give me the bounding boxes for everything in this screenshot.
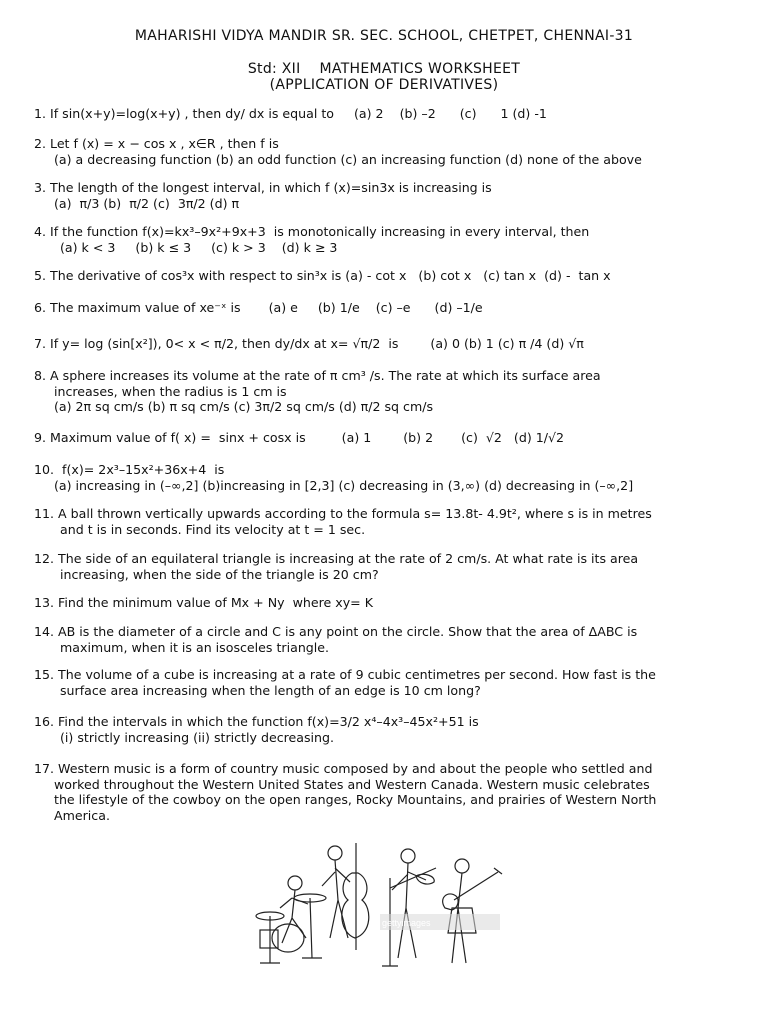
- question-text: 17. Western music is a form of country music composed by and about the people who settled and: [34, 761, 653, 776]
- question-13: [34, 595, 734, 611]
- question-10: [34, 462, 734, 493]
- question-text-cont: worked throughout the Western United States and Western Canada. Western music celebrates: [54, 776, 650, 792]
- question-7: [34, 336, 734, 352]
- question-text: 14. AB is the diameter of a circle and C is any point on the circle. Show that the area of ΔABC is: [34, 624, 638, 639]
- band-illustration: [240, 838, 510, 973]
- question-text: 11. A ball thrown vertically upwards according to the formula s= 13.8t- 4.9t², where s is in metres: [34, 506, 652, 521]
- question-text: 10. f(x)= 2x³–15x²+36x+4 is: [34, 462, 225, 477]
- worksheet-title: Std: XII MATHEMATICS WORKSHEET: [247, 61, 521, 77]
- question-2: [34, 136, 734, 167]
- question-text: 13. Find the minimum value of Mx + Ny where xy= K: [34, 595, 373, 610]
- question-17: [34, 761, 734, 823]
- question-options: (a) k < 3 (b) k ≤ 3 (c) k > 3 (d) k ≥ 3: [60, 239, 338, 255]
- question-text: 16. Find the intervals in which the function f(x)=3/2 x⁴–4x³–45x²+51 is: [34, 714, 479, 729]
- question-text-cont: and t is in seconds. Find its velocity at t = 1 sec.: [60, 521, 366, 537]
- question-text-cont: America.: [54, 807, 110, 823]
- question-12: [34, 551, 734, 582]
- question-5: [34, 268, 734, 284]
- question-8: [34, 368, 734, 415]
- question-text: 15. The volume of a cube is increasing at a rate of 9 cubic centimetres per second. How fast is the: [34, 667, 656, 682]
- question-text: 9. Maximum value of f( x) = sinx + cosx is (a) 1 (b) 2 (c) √2 (d) 1/√2: [34, 430, 565, 445]
- question-text: 6. The maximum value of xe⁻ˣ is (a) e (b) 1/e (c) –e (d) –1/e: [34, 300, 483, 315]
- question-3: [34, 180, 734, 211]
- school-name: MAHARISHI VIDYA MANDIR SR. SEC. SCHOOL, CHETPET, CHENNAI-31: [134, 28, 634, 44]
- question-text: 7. If y= log (sin[x²]), 0< x < π/2, then dy/dx at x= √π/2 is (a) 0 (b) 1 (c) π /4 (d) √π: [34, 336, 584, 351]
- worksheet-topic: (APPLICATION OF DERIVATIVES): [269, 77, 499, 93]
- question-4: [34, 224, 734, 255]
- question-text: 1. If sin(x+y)=log(x+y) , then dy/ dx is equal to (a) 2 (b) –2 (c) 1 (d) -1: [34, 106, 547, 121]
- question-text-cont: the lifestyle of the cowboy on the open ranges, Rocky Mountains, and prairies of Western North: [54, 792, 657, 807]
- question-1: [34, 106, 734, 122]
- question-text-cont: (i) strictly increasing (ii) strictly decreasing.: [60, 729, 335, 745]
- question-text-cont: increases, when the radius is 1 cm is: [54, 383, 287, 399]
- question-16: [34, 714, 734, 745]
- question-text: 4. If the function f(x)=kx³–9x²+9x+3 is monotonically increasing in every interval, then: [34, 224, 590, 239]
- question-6: [34, 300, 734, 316]
- question-11: [34, 506, 734, 537]
- question-9: [34, 430, 734, 446]
- question-text-cont: increasing, when the side of the triangle is 20 cm?: [60, 566, 379, 582]
- question-options: (a) increasing in (–∞,2] (b)increasing in [2,3] (c) decreasing in (3,∞) (d) decreasing in (–∞,2]: [54, 477, 634, 493]
- question-options: (a) a decreasing function (b) an odd function (c) an increasing function (d) none of the above: [54, 151, 642, 167]
- watermark-text: gettyimages: [382, 918, 431, 928]
- question-text: 8. A sphere increases its volume at the rate of π cm³ /s. The rate at which its surface area: [34, 368, 601, 383]
- question-options: (a) 2π sq cm/s (b) π sq cm/s (c) 3π/2 sq cm/s (d) π/2 sq cm/s: [54, 399, 434, 414]
- question-text-cont: maximum, when it is an isosceles triangle.: [60, 639, 330, 655]
- question-text-cont: surface area increasing when the length of an edge is 10 cm long?: [60, 682, 481, 698]
- question-options: (a) π/3 (b) π/2 (c) 3π/2 (d) π: [54, 195, 240, 211]
- question-text: 5. The derivative of cos³x with respect to sin³x is (a) - cot x (b) cot x (c) tan x (d) - tan x: [34, 268, 611, 283]
- question-text: 12. The side of an equilateral triangle is increasing at the rate of 2 cm/s. At what rate is its area: [34, 551, 639, 566]
- question-14: [34, 624, 734, 655]
- question-15: [34, 667, 734, 698]
- question-text: 2. Let f (x) = x − cos x , x∈R , then f is: [34, 136, 279, 151]
- question-text: 3. The length of the longest interval, in which f (x)=sin3x is increasing is: [34, 180, 492, 195]
